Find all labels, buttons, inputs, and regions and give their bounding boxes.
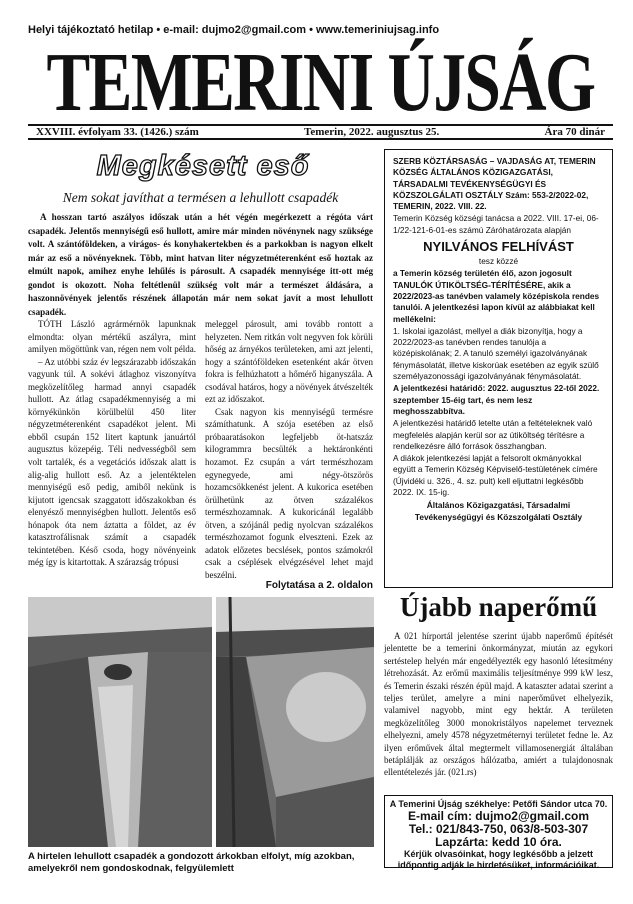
solar-headline: Újabb naperőmű xyxy=(399,592,598,622)
notice-body: 1. Iskolai igazolást, mellyel a diák bizonyítja, hogy a 2022/2023-as tanévben rendes tanulója a középiskolának; 2. A tanuló személyi igazolványának fénymásolatát, illetve kiskorúak esetében az egyik szülő személyazonossági igazolványának fénymásolatát. xyxy=(393,325,599,382)
contact-deadline: Lapzárta: kedd 10 óra. xyxy=(435,835,562,849)
issue-date: Temerin, 2022. augusztus 25. xyxy=(304,126,440,138)
notice-body: A diákok jelentkezési lapját a felsorolt okmányokkal együtt a Temerin Község Képviselő-testületének címére (Újvidéki u. 326., 4. sz. pult) kell eljuttatni legkésőbb 2022. IX. 15-ig. xyxy=(393,453,598,498)
photo-caption: A hirtelen lehullott csapadék a gondozott árkokban elfolyt, míg azokban, amelyekről nem gondoskodnak, felgyülemlett xyxy=(28,851,355,874)
contact-box xyxy=(384,795,613,868)
ditch-photo-left-image xyxy=(28,597,212,847)
notice-title: NYILVÁNOS FELHÍVÁST xyxy=(423,239,574,255)
continuation-note: Folytatása a 2. oldalon xyxy=(265,580,373,591)
ditch-photo-right xyxy=(216,597,374,847)
notice-body: a Temerin község területén élő, azon jogosult TANULÓK ÚTIKÖLTSÉG-TÉRÍTÉSÉRE, akik a 2022/2023-as tanévben valamely középiskola rendes tanulói. A jelentkezési lapon kívül az alábbiakat kell mellékelni: xyxy=(393,268,600,324)
contact-request: Kérjük olvasóinkat, hogy legkésőbb a jelzett időpontig adják le hirdetésüket, információikat. xyxy=(397,849,600,870)
main-subhead: Nem sokat javíthat a termésen a lehullott csapadék xyxy=(62,190,339,205)
ditch-photo-right-image xyxy=(216,597,374,847)
notice-intro: Temerin Község községi tanácsa a 2022. VIII. 17-ei, 06-1/22-121-6-01-es számú Záróhatározata alapján xyxy=(393,213,599,235)
notice-header: SZERB KÖZTÁRSASÁG – VAJDASÁG AT, TEMERIN KÖZSÉG ÁLTALÁNOS KÖZIGAZGATÁSI, TÁRSADALMI TEVÉKENYSÉGÜGYI ÉS KÖZSZOLGÁLATI OSZTÁLY Szám: 553-2/2022-02, TEMERIN, 2022. VIII. 22. xyxy=(393,156,596,212)
public-notice-box xyxy=(384,149,613,588)
issue-price: Ára 70 dinár xyxy=(544,126,605,138)
contact-email: E-mail cím: dujmo2@gmail.com xyxy=(407,809,590,823)
ditch-photo-left xyxy=(28,597,212,847)
tagline: Helyi tájékoztató hetilap • e-mail: dujmo2@gmail.com • www.temeriniujsag.info xyxy=(28,24,440,36)
issue-bar xyxy=(28,124,613,140)
main-headline: Megkésett eső xyxy=(96,150,310,182)
article-paragraph: meleggel párosult, ami tovább rontott a helyzeten. Nem ritkán volt negyven fok körüli hőség az árnyékos területeken, ami azt jelenti, hogy a szántóföldeken esetenként akár ötven fokra is felhúzhatott a hőmérő higanyszála. A csodával határos, hogy a növények átvészelték ezt az időszakot. xyxy=(205,319,373,405)
masthead-title: TEMERINI ÚJSÁG xyxy=(46,36,595,129)
solar-body: A 021 hírportál jelentése szerint újabb naperőmű építését jelentette be a temerini önkormányzat, miután az egykori sertéstelep helyén már engedélyezték egy hasonló létesítmény létrehozását. Az erőmű maximális teljesítménye 999 kW lesz, és Temerin északi részén épül majd. A kataszter adatai szerint a teljes terület, amelyre a mini naperőművet elhelyezik, valamivel nagyobb, mint egy hektár. A területen megközelítőleg 3000 monokristályos napelemet terveznek elhelyezni, amely 4578 négyzetméternyi területet fedne le. Az ilyen erőművek által megtermelt villamosenergiát általában betáplálják az országos hálózatba, amiért a tulajdonosnak ellentételezés jár. (021.rs) xyxy=(384,631,613,778)
article-paragraph: TÓTH László agrármérnök lapunknak elmondta: olyan mértékű aszályra, mint amilyen mögöttünk van, régen nem volt példa. xyxy=(28,319,196,355)
notice-subtitle: tesz közzé xyxy=(478,256,519,267)
article-paragraph: – Az utóbbi száz év legszárazabb időszakán vagyunk túl. A sokévi átlaghoz viszonyítva megközelítőleg harmad annyi csapadék hullott. Az átlag csapadékmennyiség a mi környékünkön körülbelül 450 liter négyzetméterenként csapadékot jelent. Mi ebből csupán 152 litert kaptunk januártól augusztus közepéig. Téli nedvességből sem volt tartalék, és a vegetációs időszak alatt is alig-alig hullott eső. Az a jelentéktelen mennyiségű eső pedig, amiből nekünk is kijutott igencsak szaggatott időszakokban és elenyésző mennyiségben hullott. Jelentős eső hónapok óta nem áztatta a földet, az év katasztrofálisnak számít a csapadék tekintetében. Késő csoda, hogy növényeink még így is kitartottak. A szárazság trópusi xyxy=(28,356,196,568)
contact-phone: Tel.: 021/843-750, 063/8-503-307 xyxy=(408,822,589,836)
article-paragraph: Csak nagyon kis mennyiségű termésre számíthatunk. A szója esetében az első próbaaratásokon legfeljebb öt-hatszáz kilogrammra becsülték a hektáronkénti hozamot. Ez csupán a várt természhozam egynegyede, ami négy-ötszörös hozamcsökkenést jelent. A kukorica esetében örülhetünk az ötven százalékos természhozamnak. A kukoricánál legalább ötven, a szójánál pedig nyolcvan százalékos természhozamot fogunk elveszteni. Ezek az adatok előzetes becslések, pontos számokról csak a cséplések elvégzésével lehet majd beszélni. xyxy=(205,406,373,580)
article-column-2 xyxy=(205,318,373,581)
article-column-1 xyxy=(28,318,196,569)
notice-body: A jelentkezési határidő: 2022. augusztus 22-től 2022. szeptember 15-éig tart, és nem lesz meghosszabbítva. xyxy=(393,383,600,416)
notice-signature: Általános Közigazgatási, Társadalmi Tevékenységügyi és Közszolgálati Osztály xyxy=(414,500,583,522)
contact-address: A Temerini Újság székhelye: Petőfi Sándor utca 70. xyxy=(389,799,608,809)
notice-body: A jelentkezési határidő letelte után a feltételeknek való megfelelés alapján kerül sor az útiköltség térítésre a rendelkezésre álló források összhangban. xyxy=(393,418,593,451)
issue-number: XXVIII. évfolyam 33. (1426.) szám xyxy=(36,126,199,138)
main-lead: A hosszan tartó aszályos időszak után a hét végén megérkezett a régóta várt csapadék. Jelentős mennyiségű eső hullott, amire már minden növénynek nagy szüksége volt. A szántóföldeken, a virágos- és konyhakertekben és a parkokban is nagyon elkelt már az eső a növényeknek. Több, mint hatvan liter négyzetméterenként eső hoztak az elmúlt napok, amihez enyhe lehűlés is párosult. A csapadék mennyisége itt-ott még gondot is okozott. Noha feltétlenül szükség volt már a természet áldására, a haszonnövények jelentős részének állapotán már nem sokat javít a most lehullott csapadék. xyxy=(28,212,373,317)
